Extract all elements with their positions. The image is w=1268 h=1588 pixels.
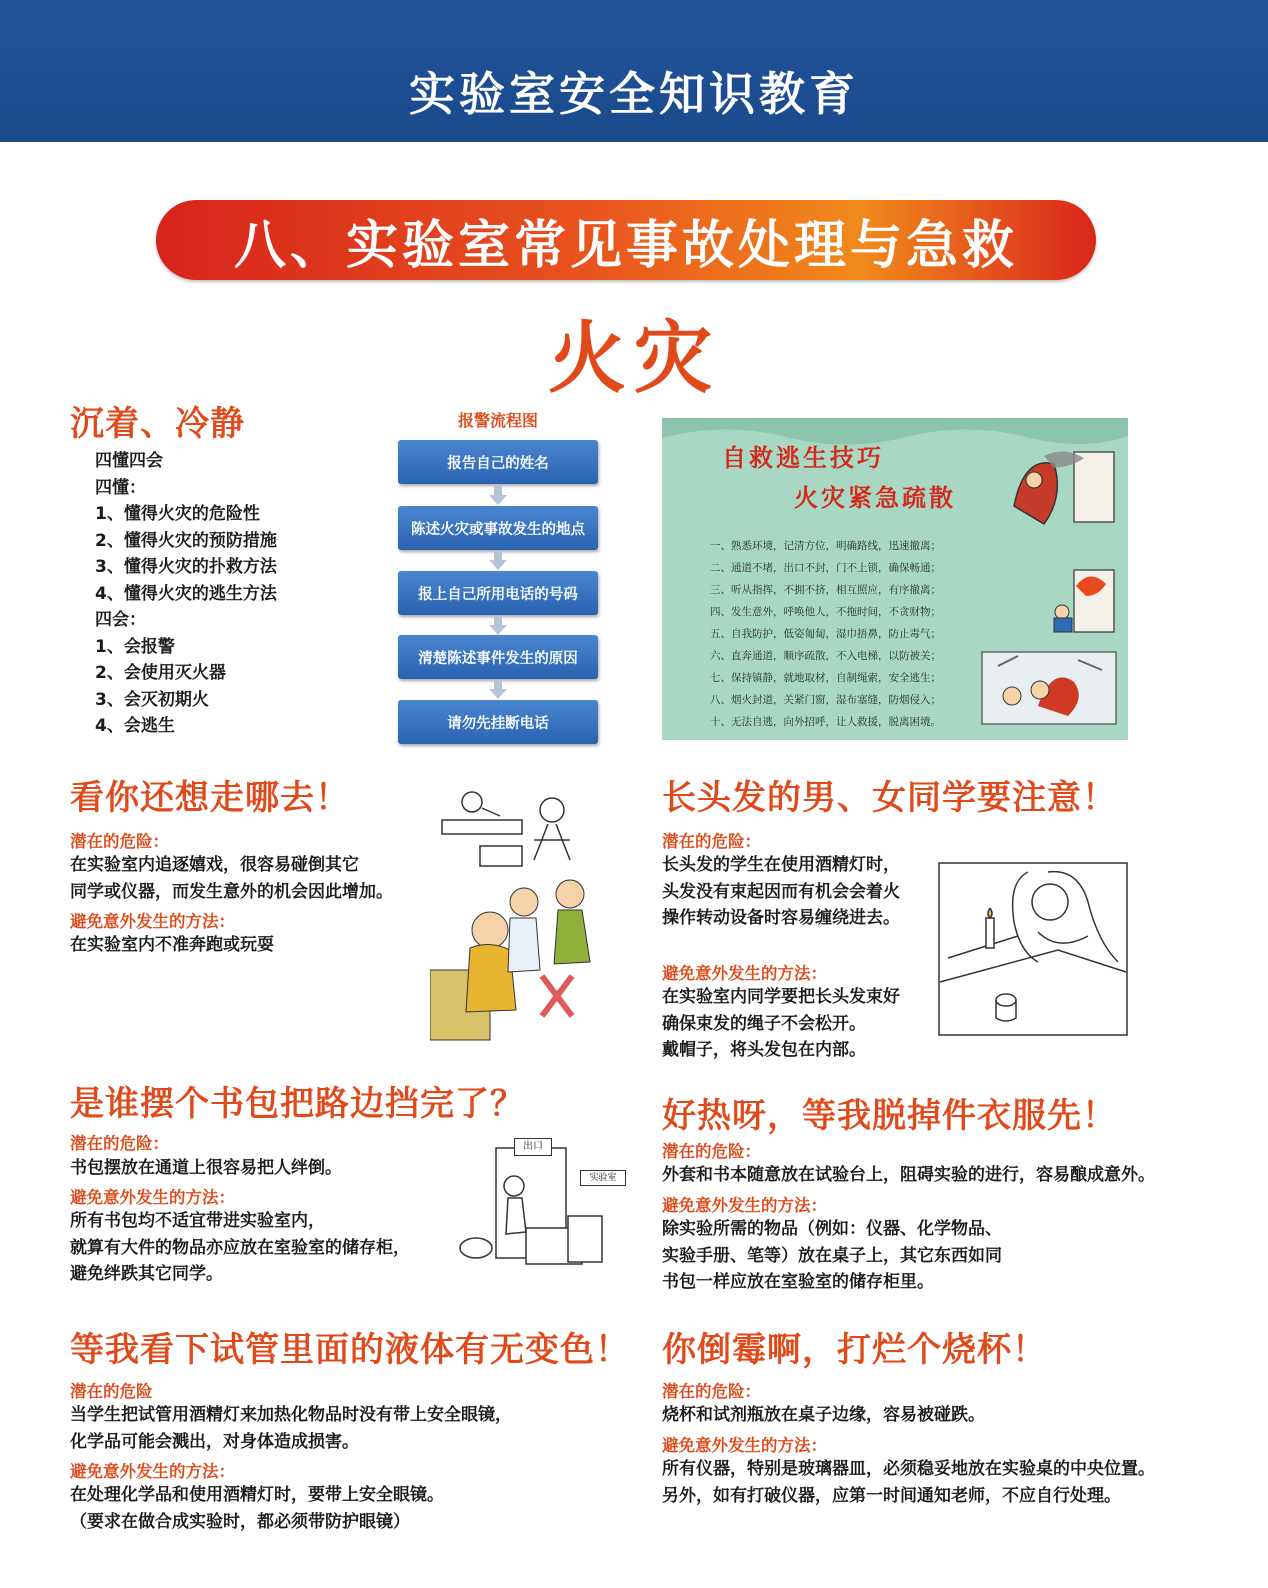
header-bar	[0, 0, 1268, 142]
calm-line: 3、懂得火灾的扑救方法	[95, 557, 277, 577]
s3-avoid-label: 避免意外发生的方法：	[70, 1188, 235, 1207]
fire-escape-cartoon-2	[1046, 566, 1120, 636]
text-line: 书包摆放在通道上很容易把人绊倒。	[70, 1158, 342, 1178]
text-line: 所有书包均不适宜带进实验室内，	[70, 1211, 325, 1231]
s1-danger-text	[70, 852, 393, 905]
text-line: 化学品可能会溅出，对身体造成损害。	[70, 1431, 359, 1452]
text-line: 外套和书本随意放在试验台上，阻碍实验的进行，容易酿成意外。	[662, 1165, 1155, 1185]
s3-danger-text	[70, 1155, 342, 1182]
text-line: 另外，如有打破仪器，应第一时间通知老师，不应自行处理。	[662, 1485, 1121, 1506]
s4-heading: 好热呀，等我脱掉件衣服先！	[662, 1096, 1117, 1136]
escape-item: 五、自我防护，低姿匍匐，湿巾捂鼻，防止毒气；	[710, 628, 941, 640]
calm-line: 4、懂得火灾的逃生方法	[95, 583, 277, 604]
long-hair-student-illustration	[938, 862, 1128, 1036]
escape-item: 一、熟悉环境，记清方位，明确路线，迅速撤离；	[710, 540, 941, 552]
exit-sign: 出口	[514, 1138, 552, 1156]
s5-heading: 等我看下试管里面的液体有无变色！	[70, 1330, 630, 1370]
s1-avoid-label: 避免意外发生的方法：	[70, 912, 235, 931]
flow-arrow-icon	[488, 680, 508, 700]
text-line: 书包一样应放在室验室的储存柜里。	[662, 1272, 934, 1292]
flow-arrow-icon	[488, 486, 508, 506]
flow-step: 报上自己所用电话的号码	[398, 571, 598, 615]
s4-danger-label: 潜在的危险：	[662, 1142, 761, 1161]
calm-line: 1、会报警	[95, 636, 175, 657]
fire-escape-cartoon-1	[1004, 446, 1122, 528]
flow-step: 陈述火灾或事故发生的地点	[398, 506, 598, 550]
text-line: 操作转动设备时容易缠绕进去。	[662, 908, 900, 928]
calm-line: 3、会灭初期火	[95, 689, 209, 710]
calm-list	[95, 448, 277, 740]
s6-avoid-label: 避免意外发生的方法：	[662, 1436, 827, 1455]
s6-danger-text	[662, 1402, 985, 1429]
lab-sign: 实验室	[580, 1170, 626, 1186]
escape-title-primary: 自救逃生技巧	[722, 443, 884, 472]
topic-title: 火灾	[547, 314, 720, 404]
text-line: 确保束发的绳子不会松开。	[662, 1013, 866, 1034]
s1-danger-label: 潜在的危险：	[70, 832, 169, 851]
text-line: 在处理化学品和使用酒精灯时，要带上安全眼镜。	[70, 1485, 444, 1505]
text-line: 烧杯和试剂瓶放在桌子边缘，容易被碰跌。	[662, 1405, 985, 1425]
s6-danger-label: 潜在的危险：	[662, 1382, 761, 1401]
s2-heading: 长头发的男、女同学要注意！	[662, 778, 1117, 818]
calm-line: 4、会逃生	[95, 716, 175, 736]
text-line: 所有仪器，特别是玻璃器皿，必须稳妥地放在实验桌的中央位置。	[662, 1459, 1155, 1479]
flow-arrow-icon	[488, 616, 508, 636]
s1-heading: 看你还想走哪去！	[70, 778, 350, 818]
s4-avoid-text	[662, 1216, 1002, 1296]
text-line: 戴帽子，将头发包在内部。	[662, 1040, 866, 1060]
text-line: 除实验所需的物品（例如：仪器、化学物品、	[662, 1219, 1002, 1239]
calm-heading: 沉着、冷静	[70, 404, 245, 444]
text-line: 在实验室内追逐嬉戏，很容易碰倒其它	[70, 855, 359, 875]
flow-step: 请勿先挂断电话	[398, 700, 598, 744]
calm-line: 四会：	[95, 610, 146, 630]
text-line: 避免绊跌其它同学。	[70, 1264, 223, 1284]
flowchart-title: 报警流程图	[457, 411, 538, 430]
s6-avoid-text	[662, 1456, 1155, 1509]
blocked-path-illustration	[456, 1136, 628, 1272]
escape-item: 二、通道不堵，出口不封，门不上锁，确保畅通；	[710, 562, 941, 574]
escape-item: 十、无法自逃，向外招呼，让人救援，脱离困境。	[710, 716, 941, 728]
s1-avoid-text	[70, 932, 274, 959]
escape-panel	[662, 418, 1128, 740]
text-line: 当学生把试管用酒精灯来加热化物品时没有带上安全眼镜，	[70, 1405, 512, 1425]
text-line: 就算有大件的物品亦应放在室验室的储存柜，	[70, 1237, 410, 1258]
escape-item: 七、保持镇静，就地取材，自制绳索，安全逃生；	[710, 672, 941, 684]
s5-danger-text	[70, 1402, 512, 1455]
escape-item: 六、直奔通道，顺序疏散，不入电梯，以防被关；	[710, 650, 941, 662]
calm-line: 2、懂得火灾的预防措施	[95, 530, 277, 551]
s3-heading: 是谁摆个书包把路边挡完了？	[70, 1084, 525, 1124]
text-line: 同学或仪器，而发生意外的机会因此增加。	[70, 881, 393, 902]
running-students-illustration	[430, 780, 600, 1045]
escape-item: 四、发生意外，呼唤他人，不拖时间，不贪财物；	[710, 606, 941, 618]
s3-avoid-text	[70, 1208, 410, 1288]
text-line: 在实验室内不准奔跑或玩耍	[70, 935, 274, 955]
escape-item: 八、烟火封道，关紧门窗，湿布塞缝，防烟侵入；	[710, 694, 941, 706]
fire-escape-cartoon-3	[978, 646, 1120, 728]
s4-danger-text	[662, 1162, 1155, 1189]
text-line: 长头发的学生在使用酒精灯时，	[662, 855, 900, 875]
calm-line: 四懂四会	[95, 451, 163, 471]
section-banner	[156, 200, 1096, 280]
text-line: （要求在做合成实验时，都必须带防护眼镜）	[70, 1511, 410, 1532]
calm-line: 2、会使用灭火器	[95, 663, 226, 683]
calm-line: 四懂：	[95, 477, 146, 498]
s5-avoid-label: 避免意外发生的方法：	[70, 1462, 235, 1481]
flow-arrow-icon	[488, 551, 508, 571]
s2-danger-label: 潜在的危险：	[662, 832, 761, 851]
s2-danger-text	[662, 852, 900, 932]
text-line: 头发没有束起因而有机会会着火	[662, 881, 900, 902]
flow-step: 清楚陈述事件发生的原因	[398, 635, 598, 679]
s6-heading: 你倒霉啊，打烂个烧杯！	[662, 1330, 1047, 1370]
escape-title-secondary: 火灾紧急疏散	[794, 483, 956, 512]
s4-avoid-label: 避免意外发生的方法：	[662, 1196, 827, 1215]
header-title: 实验室安全知识教育	[409, 67, 859, 121]
s5-danger-label: 潜在的危险	[70, 1382, 153, 1401]
s3-danger-label: 潜在的危险：	[70, 1134, 169, 1153]
text-line: 在实验室内同学要把长头发束好	[662, 987, 900, 1007]
flow-step: 报告自己的姓名	[398, 440, 598, 484]
s2-avoid-text	[662, 984, 900, 1064]
section-title: 八、实验室常见事故处理与急救	[233, 215, 1018, 276]
text-line: 实验手册、笔等）放在桌子上，其它东西如同	[662, 1245, 1002, 1266]
s5-avoid-text	[70, 1482, 444, 1535]
calm-line: 1、懂得火灾的危险性	[95, 504, 260, 524]
s2-avoid-label: 避免意外发生的方法：	[662, 964, 827, 983]
escape-item: 三、听从指挥，不拥不挤，相互照应，有序撤离；	[710, 584, 941, 596]
